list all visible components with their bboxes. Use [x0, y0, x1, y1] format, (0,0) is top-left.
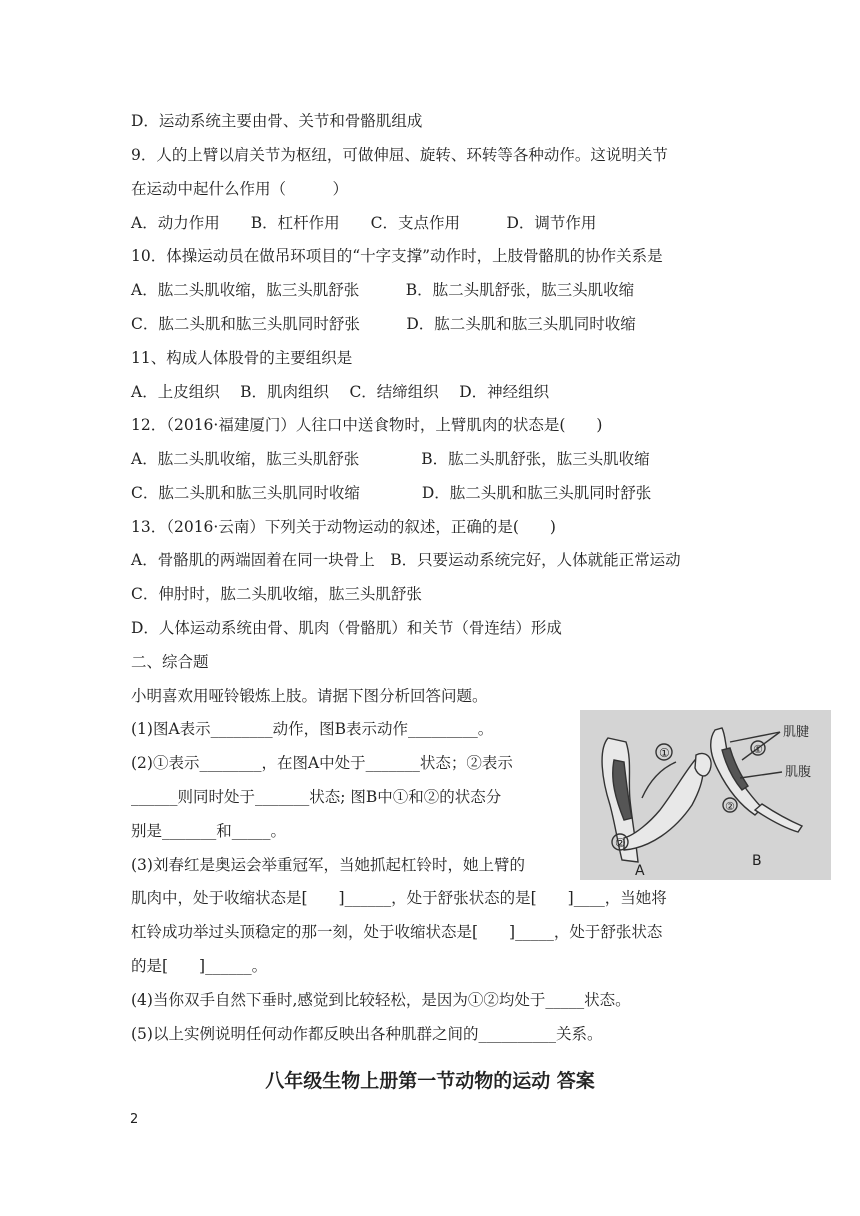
page-number: 2 — [130, 1112, 139, 1127]
marker-2-a: ② — [615, 836, 626, 850]
section-heading: 二、综合题 — [131, 653, 209, 671]
text-line-4: A．动力作用 B．杠杆作用 C．支点作用 D．调节作用 — [131, 214, 597, 232]
text-line-11: A．肱二头肌收缩，肱三头肌舒张 B．肱二头肌舒张，肱三头肌收缩 — [131, 450, 650, 468]
answer-section-title: 八年级生物上册第一节动物的运动 答案 — [265, 1070, 595, 1092]
marker-1-a: ① — [659, 746, 670, 760]
marker-1-b: ① — [753, 743, 763, 756]
text-line-5: 10．体操运动员在做吊环项目的“十字支撑”动作时，上肢骨骼肌的协作关系是 — [131, 247, 663, 265]
arm-muscle-figure — [580, 710, 831, 880]
text-line-26: 的是[ ]______。 — [131, 957, 268, 975]
marker-2-b: ② — [725, 800, 735, 813]
text-line-3: 在运动中起什么作用（ ） — [131, 180, 349, 198]
tendon-label: 肌腱 — [783, 725, 810, 740]
text-line-6: A．肱二头肌收缩，肱三头肌舒张 B．肱二头肌舒张，肱三头肌收缩 — [131, 281, 635, 299]
text-line-21: ______则同时处于_______状态; 图B中①和②的状态分 — [131, 788, 502, 806]
text-line-15: C．伸肘时，肱二头肌收缩，肱三头肌舒张 — [131, 585, 422, 603]
text-line-24: 肌肉中，处于收缩状态是[ ]______，处于舒张状态的是[ ]____，当她将 — [131, 889, 667, 907]
text-line-25: 杠铃成功举过头顶稳定的那一刻，处于收缩状态是[ ]_____，处于舒张状态 — [131, 923, 663, 941]
text-line-14: A．骨骼肌的两端固着在同一块骨上 B．只要运动系统完好，人体就能正常运动 — [131, 551, 681, 569]
text-line-19: (1)图A表示________动作，图B表示动作_________。 — [131, 720, 494, 738]
text-line-13: 13．（2016·云南）下列关于动物运动的叙述，正确的是( ) — [131, 518, 556, 536]
text-line-12: C．肱二头肌和肱三头肌同时收缩 D．肱二头肌和肱三头肌同时舒张 — [131, 484, 652, 502]
text-line-18: 小明喜欢用哑铃锻炼上肢。请据下图分析回答问题。 — [131, 687, 488, 705]
text-line-9: A．上皮组织 B．肌肉组织 C．结缔组织 D．神经组织 — [131, 383, 550, 401]
label-b: B — [752, 853, 762, 869]
arm-diagram — [580, 710, 831, 880]
text-line-28: (5)以上实例说明任何动作都反映出各种肌群之间的__________关系。 — [131, 1025, 603, 1043]
text-line-23: (3)刘春红是奥运会举重冠军，当她抓起杠铃时，她上臂的 — [131, 856, 525, 874]
text-line-7: C．肱二头肌和肱三头肌同时舒张 D．肱二头肌和肱三头肌同时收缩 — [131, 315, 636, 333]
text-line-22: 别是_______和_____。 — [131, 822, 287, 840]
label-a: A — [635, 863, 645, 879]
text-line-16: D．人体运动系统由骨、肌肉（骨骼肌）和关节（骨连结）形成 — [131, 619, 562, 637]
text-line-8: 11、构成人体股骨的主要组织是 — [131, 349, 353, 367]
text-line-1: D．运动系统主要由骨、关节和骨骼肌组成 — [131, 112, 423, 130]
belly-label: 肌腹 — [785, 765, 812, 780]
text-line-10: 12．（2016·福建厦门）人往口中送食物时，上臂肌肉的状态是( ) — [131, 416, 603, 434]
text-line-2: 9．人的上臂以肩关节为枢纽，可做伸屈、旋转、环转等各种动作。这说明关节 — [131, 146, 668, 164]
text-line-27: (4)当你双手自然下垂时,感觉到比较轻松，是因为①②均处于_____状态。 — [131, 991, 631, 1009]
text-line-20: (2)①表示________，在图A中处于_______状态；②表示 — [131, 754, 513, 772]
